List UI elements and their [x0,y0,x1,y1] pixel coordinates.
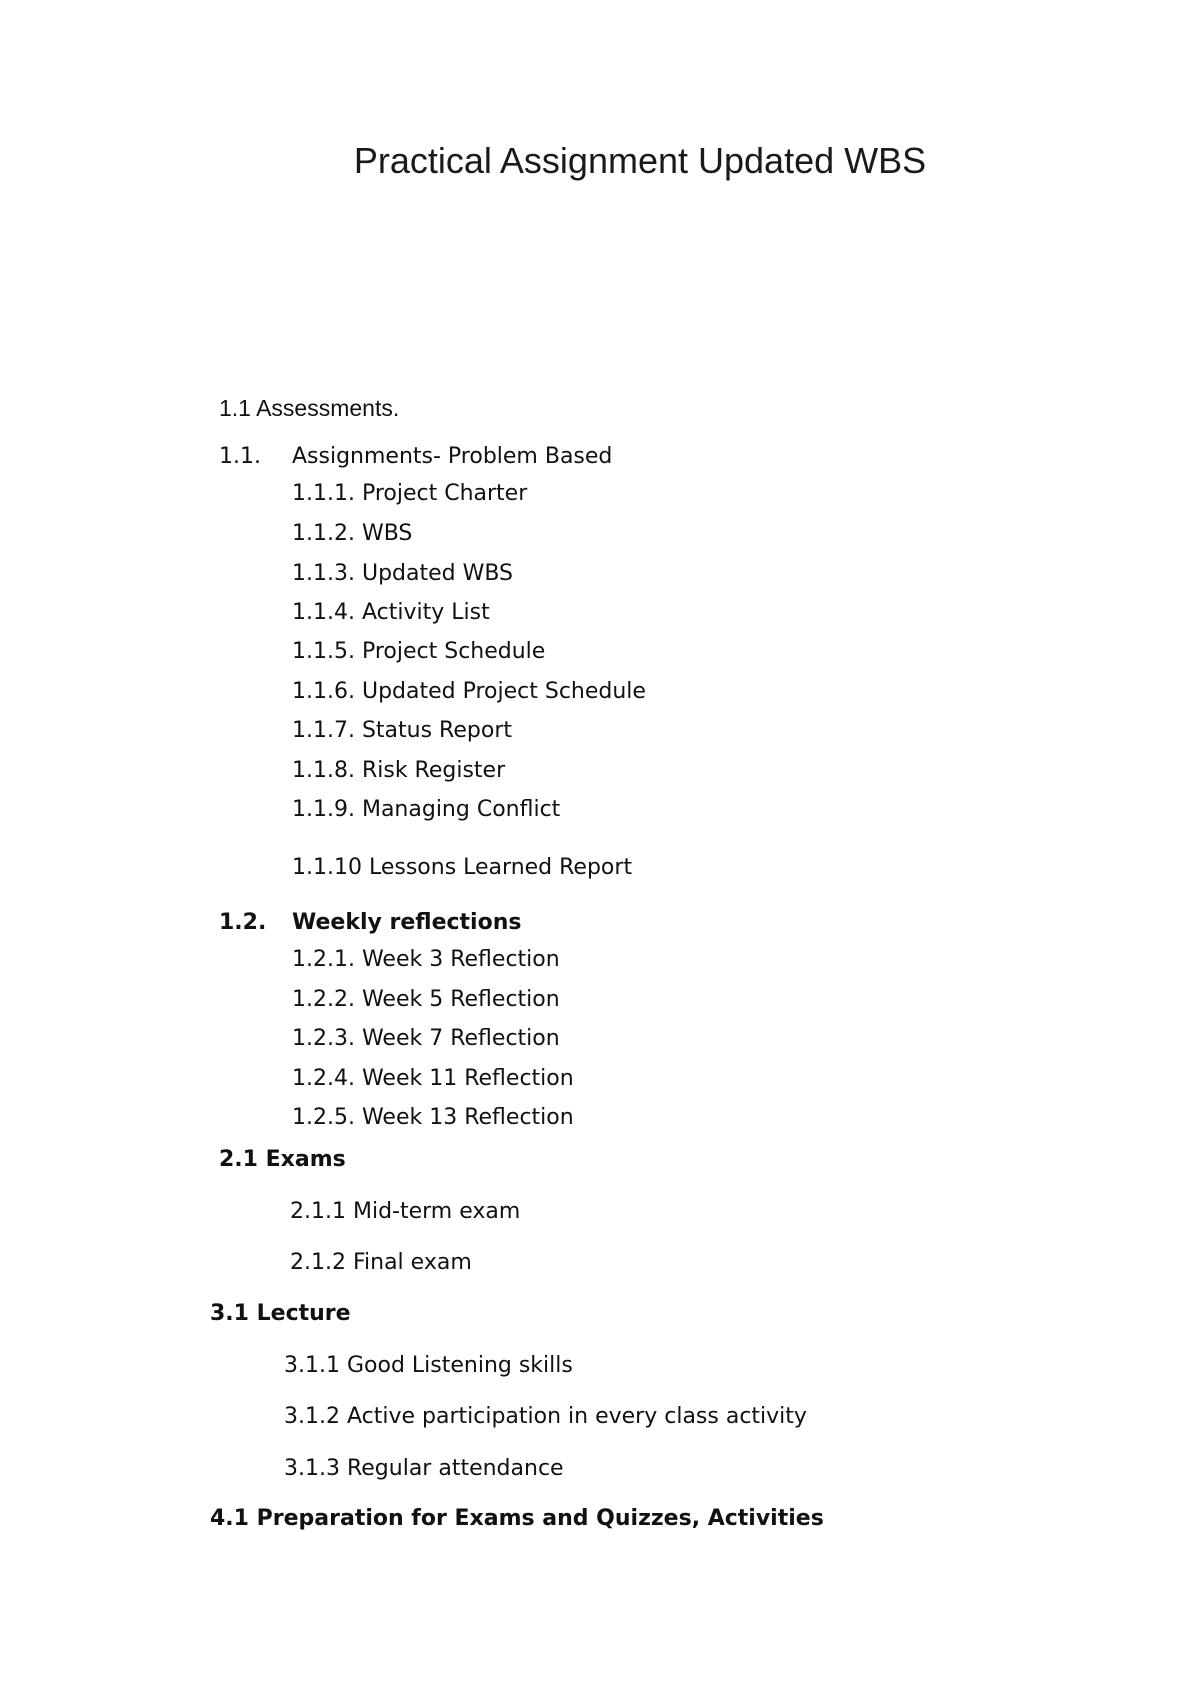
list-item: 1.2.3. Week 7 Reflection [292,1026,560,1051]
list-item: 1.1.1. Project Charter [292,481,528,506]
list-item: 1.1.9. Managing Conflict [292,797,561,822]
section-3-1-heading: 3.1 Lecture [210,1301,351,1326]
list-item: 1.1.6. Updated Project Schedule [292,679,646,704]
list-item: 1.1.3. Updated WBS [292,561,514,586]
list-item: 1.1.7. Status Report [292,718,512,743]
list-item: 2.1.1 Mid-term exam [290,1199,521,1224]
list-item: 1.1.5. Project Schedule [292,639,546,664]
section-4-1-heading: 4.1 Preparation for Exams and Quizzes, Activities [210,1506,824,1531]
list-item: 1.2.2. Week 5 Reflection [292,987,560,1012]
list-item: 1.1.2. WBS [292,521,413,546]
list-item: 3.1.1 Good Listening skills [284,1353,573,1378]
list-item: 2.1.2 Final exam [290,1250,472,1275]
list-item: 1.1.8. Risk Register [292,758,506,783]
section-2-1-heading: 2.1 Exams [219,1147,346,1172]
document-title: Practical Assignment Updated WBS [353,140,927,181]
section-label: Weekly reflections [292,910,522,935]
list-item: 1.2.5. Week 13 Reflection [292,1105,574,1130]
section-1-1-heading: 1.1 Assessments. [219,395,400,421]
list-item: 1.1.4. Activity List [292,600,490,625]
section-number: 1.1. [219,444,261,469]
section-1-1-subheading [219,446,612,468]
list-item: 1.2.1. Week 3 Reflection [292,947,560,972]
section-number: 1.2. [219,910,267,935]
section-label: Assignments- Problem Based [292,444,613,469]
list-item: 3.1.3 Regular attendance [284,1456,564,1481]
list-item: 3.1.2 Active participation in every class activity [284,1404,807,1429]
section-1-2-subheading [219,912,521,934]
list-item: 1.2.4. Week 11 Reflection [292,1066,574,1091]
list-item: 1.1.10 Lessons Learned Report [292,855,633,880]
